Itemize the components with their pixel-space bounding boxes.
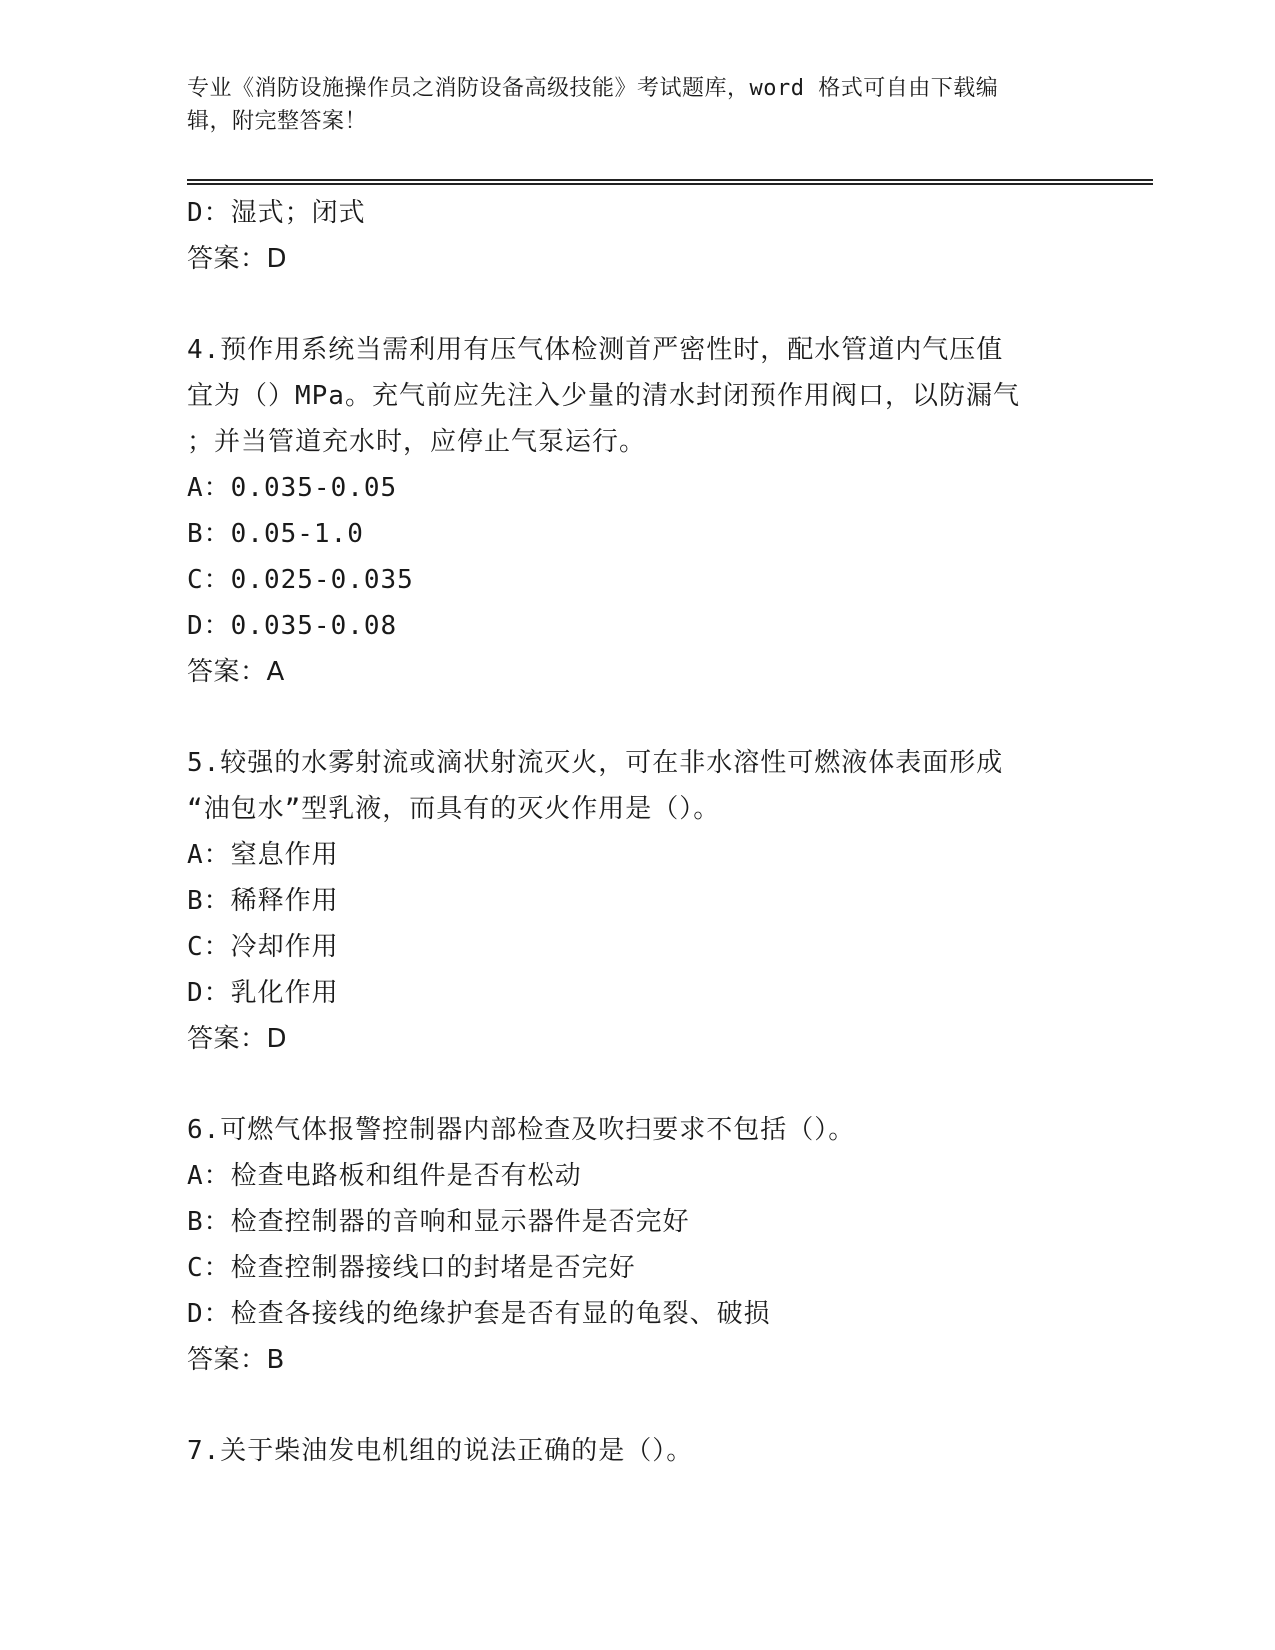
answer: 答案：D bbox=[187, 244, 288, 274]
header-line-2: 辑，附完整答案！ bbox=[187, 109, 368, 134]
option-a: A：窒息作用 bbox=[187, 840, 339, 870]
option-a: A：0.035-0.05 bbox=[187, 473, 398, 503]
option-d: D：乳化作用 bbox=[187, 978, 339, 1008]
header-rule-bottom bbox=[187, 183, 1153, 185]
answer: 答案：D bbox=[187, 1024, 288, 1054]
option-d: D：检查各接线的绝缘护套是否有显的龟裂、破损 bbox=[187, 1299, 771, 1329]
question-stem-line: 4.预作用系统当需利用有压气体检测首严密性时，配水管道内气压值 bbox=[187, 335, 1004, 365]
option-b: B：0.05-1.0 bbox=[187, 519, 364, 549]
question-content bbox=[187, 190, 1087, 1474]
question-stem-line: ；并当管道充水时，应停止气泵运行。 bbox=[187, 427, 647, 457]
question-stem-line: 6.可燃气体报警控制器内部检查及吹扫要求不包括（）。 bbox=[187, 1115, 856, 1145]
document-header bbox=[187, 72, 1087, 138]
question-7 bbox=[187, 1428, 1087, 1474]
question-6 bbox=[187, 1107, 1087, 1383]
question-5 bbox=[187, 740, 1087, 1062]
answer: 答案：A bbox=[187, 657, 285, 687]
question-stem-line: 宜为（）MPa。充气前应先注入少量的清水封闭预作用阀口，以防漏气 bbox=[187, 381, 1020, 411]
previous-question-tail bbox=[187, 190, 1087, 282]
option-b: B：检查控制器的音响和显示器件是否完好 bbox=[187, 1207, 690, 1237]
header-line-1: 专业《消防设施操作员之消防设备高级技能》考试题库，word 格式可自由下载编 bbox=[187, 76, 999, 101]
question-4 bbox=[187, 327, 1087, 695]
answer: 答案：B bbox=[187, 1345, 285, 1375]
option-d: D：0.035-0.08 bbox=[187, 611, 398, 641]
option-a: A：检查电路板和组件是否有松动 bbox=[187, 1161, 582, 1191]
question-stem-line: 5.较强的水雾射流或滴状射流灭火，可在非水溶性可燃液体表面形成 bbox=[187, 748, 1004, 778]
header-rule-top bbox=[187, 179, 1153, 181]
question-stem-line: “油包水”型乳液，而具有的灭火作用是（）。 bbox=[187, 794, 721, 824]
option-c: C：检查控制器接线口的封堵是否完好 bbox=[187, 1253, 636, 1283]
question-stem-line: 7.关于柴油发电机组的说法正确的是（）。 bbox=[187, 1436, 694, 1466]
option-b: B：稀释作用 bbox=[187, 886, 339, 916]
option-d: D：湿式；闭式 bbox=[187, 198, 366, 228]
option-c: C：冷却作用 bbox=[187, 932, 339, 962]
option-c: C：0.025-0.035 bbox=[187, 565, 414, 595]
